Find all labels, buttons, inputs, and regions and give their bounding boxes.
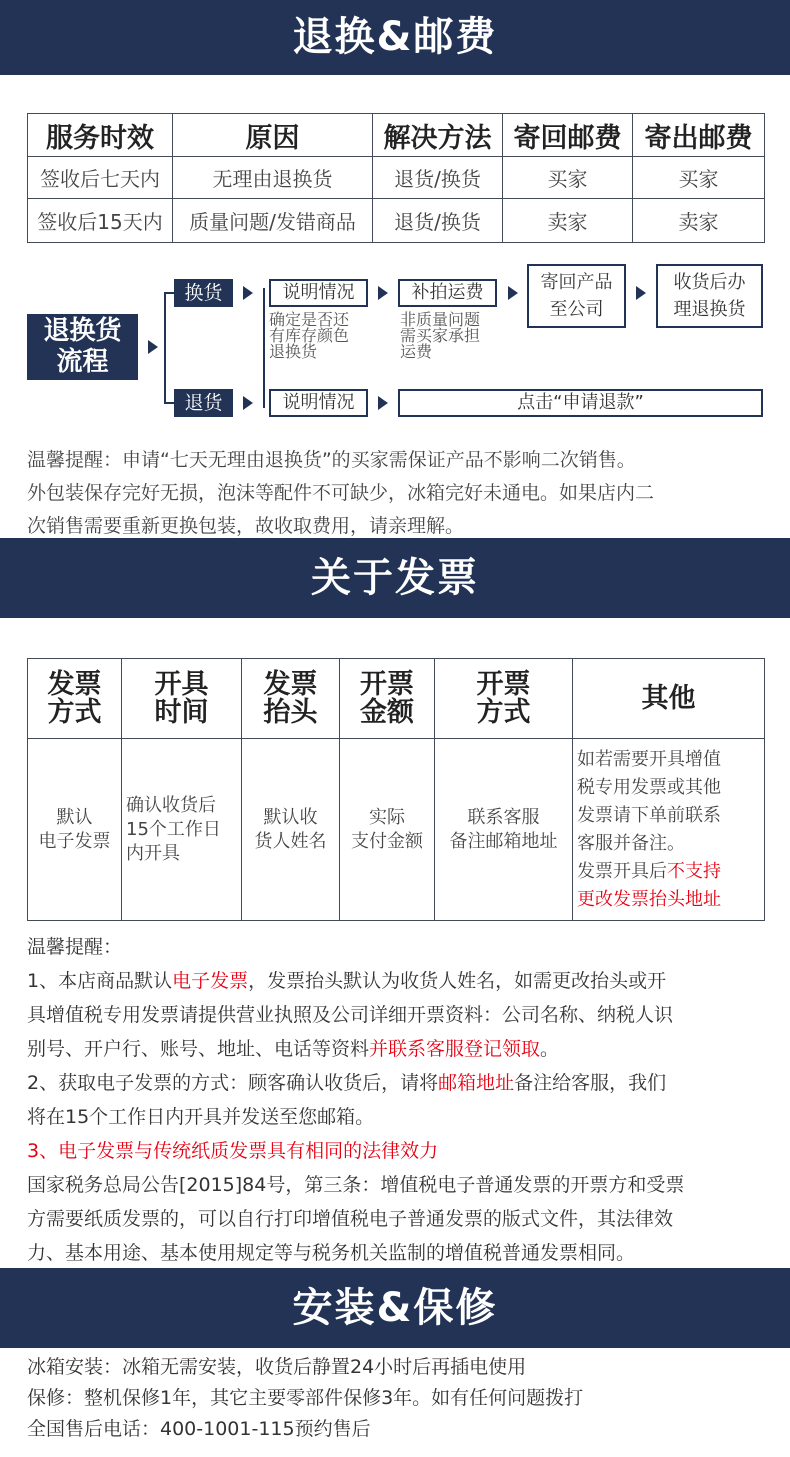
tip-line: 具增值税专用发票请提供营业执照及公司详细开票资料：公司名称、纳税人识	[27, 1004, 674, 1026]
invoice-banner	[0, 538, 790, 618]
note-line: 非质量问题	[400, 310, 481, 329]
box-line: 至公司	[549, 299, 604, 320]
header-other	[573, 659, 765, 739]
header-line: 抬头	[263, 696, 318, 728]
install-line: 冰箱安装：冰箱无需安装，收货后静置24小时后再插电使用	[27, 1356, 527, 1378]
table-cell: 卖家	[633, 199, 765, 243]
install-info	[27, 1352, 772, 1445]
postage-box: 补拍运费	[398, 279, 497, 307]
tip-line: 力、基本用途、基本使用规定等与税务机关监制的增值税普通发票相同。	[27, 1242, 636, 1264]
invoice-banner-title: 关于发票	[311, 555, 479, 601]
header-service-time: 服务时效	[28, 114, 173, 157]
flow-title-line2: 流程	[56, 347, 109, 377]
hotline-line: 全国售后电话：400-1001-115预约售后	[27, 1418, 371, 1440]
cell-line	[577, 858, 764, 886]
tip-line: 国家税务总局公告[2015]84号，第三条：增值税电子普通发票的开票方和受票	[27, 1174, 685, 1196]
header-line: 发票	[263, 668, 318, 700]
header-line: 开具	[154, 668, 209, 700]
header-reason: 原因	[173, 114, 373, 157]
tip-line	[27, 964, 772, 998]
tip-text: 别号、开户行、账号、地址、电话等资料	[27, 1038, 370, 1060]
flow-arrow-icon	[243, 396, 253, 410]
returns-banner	[0, 0, 790, 75]
tip-line: 方需要纸质发票的，可以自行打印增值税电子普通发票的版式文件，其法律效	[27, 1208, 674, 1230]
flow-arrow-icon	[378, 286, 388, 300]
table-row	[28, 157, 765, 199]
header-line: 开票	[360, 668, 414, 700]
table-cell: 买家	[503, 157, 633, 199]
cell-line: 实际	[369, 806, 405, 828]
cell-line: 电子发票	[38, 830, 111, 852]
table-cell: 签收后七天内	[28, 157, 173, 199]
invoice-tip	[27, 930, 772, 1270]
highlight-text: 电子发票	[172, 970, 249, 992]
cell-line: 内开具	[126, 842, 180, 864]
explain-situation-box: 说明情况	[269, 279, 368, 307]
box-line: 理退换货	[673, 299, 746, 320]
header-issue-time	[122, 659, 242, 739]
header-line: 方式	[47, 696, 102, 728]
flow-title-box	[27, 314, 138, 380]
header-send-postage: 寄出邮费	[633, 114, 765, 157]
install-banner	[0, 1268, 790, 1348]
flow-connector	[164, 292, 166, 404]
tip-line: 将在15个工作日内开具并发送至您邮箱。	[27, 1106, 375, 1128]
highlight-text: 并联系客服登记领取	[369, 1038, 541, 1060]
cell-text: 发票开具后	[577, 860, 667, 882]
flow-connector	[164, 292, 174, 294]
table-cell: 退货/换货	[373, 157, 503, 199]
returns-tip	[27, 444, 772, 543]
flow-arrow-icon	[636, 286, 646, 300]
explain-note	[269, 312, 349, 360]
cell-line: 默认	[56, 806, 93, 828]
header-invoice-method	[435, 659, 573, 739]
warning-text: 更改发票抬头地址	[577, 888, 721, 910]
table-header-row	[28, 659, 765, 739]
postage-note	[400, 312, 480, 360]
exchange-tag: 换货	[174, 279, 233, 307]
tip-text: 备注给客服，我们	[514, 1072, 667, 1094]
highlight-text: 邮箱地址	[438, 1072, 515, 1094]
table-cell	[573, 739, 765, 921]
table-row	[28, 199, 765, 243]
header-invoice-type	[28, 659, 122, 739]
header-return-postage: 寄回邮费	[503, 114, 633, 157]
flow-arrow-icon	[148, 340, 158, 354]
tip-line	[27, 1134, 772, 1168]
header-line: 其他	[641, 682, 696, 714]
header-line: 发票	[47, 668, 102, 700]
note-line: 需买家承担	[400, 326, 481, 345]
invoice-table	[27, 658, 765, 921]
table-cell: 无理由退换货	[173, 157, 373, 199]
header-invoice-title	[242, 659, 340, 739]
table-cell: 退货/换货	[373, 199, 503, 243]
return-tag: 退货	[174, 389, 233, 417]
note-line: 运费	[400, 342, 433, 361]
table-header-row	[28, 114, 765, 157]
cell-line: 默认收	[263, 806, 318, 828]
header-line: 开票	[476, 668, 531, 700]
header-solution: 解决方法	[373, 114, 503, 157]
flow-title-line1: 退换货	[43, 316, 122, 346]
flow-arrow-icon	[243, 286, 253, 300]
box-line: 收货后办	[673, 272, 746, 293]
explain-situation-box-2: 说明情况	[269, 389, 368, 417]
cell-line: 确认收货后	[126, 794, 216, 816]
note-line: 确定是否还	[269, 310, 350, 329]
cell-line: 支付金额	[351, 830, 423, 852]
table-cell: 卖家	[503, 199, 633, 243]
tip-text: 。	[540, 1038, 560, 1060]
cell-line: 货人姓名	[254, 830, 327, 852]
note-line: 有库存颜色	[269, 326, 350, 345]
returns-banner-title: 退换&邮费	[292, 14, 498, 60]
table-cell	[242, 739, 340, 921]
header-invoice-amount	[340, 659, 435, 739]
process-box	[656, 264, 763, 328]
cell-line: 如若需要开具增值	[577, 748, 721, 770]
apply-refund-box: 点击“申请退款”	[398, 389, 763, 417]
highlight-text: 电子发票与传统纸质发票具有相同的法律效力	[58, 1140, 439, 1162]
flow-connector	[263, 288, 265, 408]
warranty-line: 保修：整机保修1年，其它主要零部件保修3年。如有任何问题拨打	[27, 1387, 584, 1409]
flow-connector	[164, 402, 174, 404]
table-cell	[435, 739, 573, 921]
send-back-box	[527, 264, 626, 328]
header-line: 金额	[360, 696, 414, 728]
table-cell	[122, 739, 242, 921]
flow-arrow-icon	[378, 396, 388, 410]
tip-line: 次销售需要重新更换包装，故收取费用，请亲理解。	[27, 515, 465, 537]
warning-text: 不支持	[667, 860, 721, 882]
cell-line: 备注邮箱地址	[449, 830, 558, 852]
tip-text: 1、本店商品默认	[27, 970, 173, 992]
tip-line	[27, 1066, 772, 1100]
cell-line: 15个工作日	[126, 818, 221, 840]
tip-line: 外包装保存完好无损，泡沫等配件不可缺少，冰箱完好未通电。如果店内二	[27, 482, 655, 504]
flow-arrow-icon	[508, 286, 518, 300]
cell-line: 客服并备注。	[577, 832, 685, 854]
box-line: 寄回产品	[540, 272, 613, 293]
returns-table	[27, 113, 765, 243]
table-row	[28, 739, 765, 921]
tip-line	[27, 1032, 772, 1066]
tip-text: ，发票抬头默认为收货人姓名，如需更改抬头或开	[248, 970, 667, 992]
table-cell: 买家	[633, 157, 765, 199]
cell-line: 发票请下单前联系	[577, 804, 721, 826]
header-line: 时间	[154, 696, 209, 728]
table-cell: 签收后15天内	[28, 199, 173, 243]
note-line: 退换货	[269, 342, 318, 361]
install-banner-title: 安装&保修	[292, 1285, 498, 1331]
tip-text: 2、获取电子发票的方式：顾客确认收货后，请将	[27, 1072, 439, 1094]
cell-line: 税专用发票或其他	[577, 776, 721, 798]
tip-title: 温馨提醒：	[27, 936, 123, 958]
header-line: 方式	[476, 696, 531, 728]
table-cell	[340, 739, 435, 921]
cell-line: 联系客服	[467, 806, 540, 828]
tip-line: 温馨提醒：申请“七天无理由退换货”的买家需保证产品不影响二次销售。	[27, 449, 636, 471]
highlight-text: 3、	[27, 1140, 59, 1162]
table-cell	[28, 739, 122, 921]
table-cell: 质量问题/发错商品	[173, 199, 373, 243]
